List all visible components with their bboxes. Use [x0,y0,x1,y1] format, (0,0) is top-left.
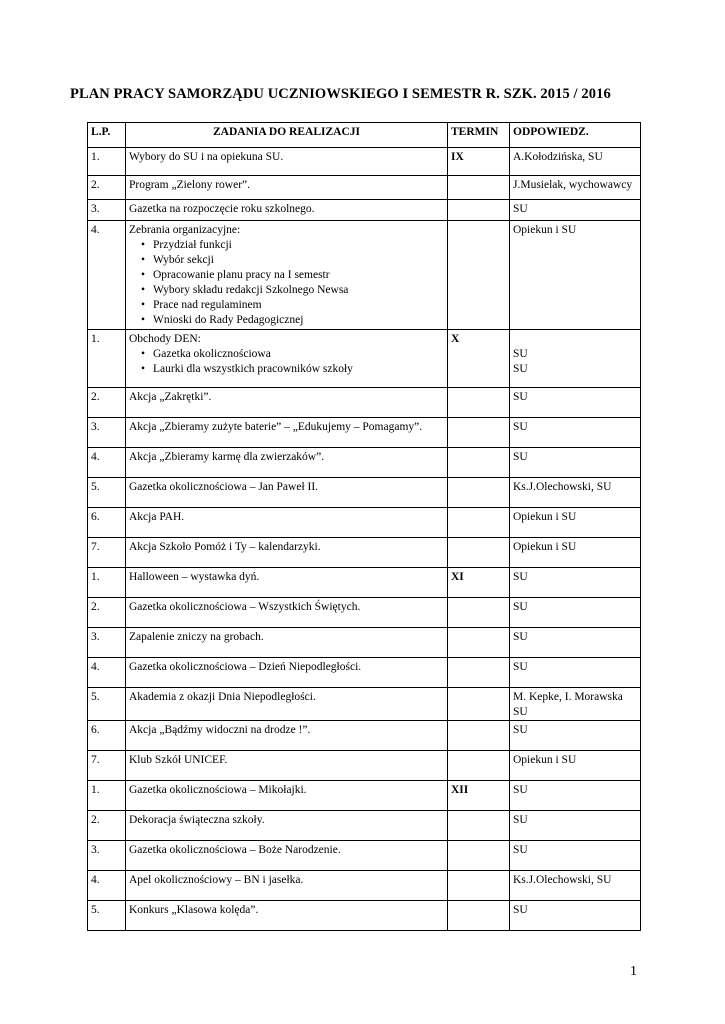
task-text: Akademia z okazji Dnia Niepodległości. [129,691,316,703]
cell-resp: M. Kepke, I. Morawska SU [510,688,641,721]
cell-task [126,781,448,811]
cell-term [448,388,510,418]
header-resp: ODPOWIEDZ. [510,123,641,148]
cell-task [126,871,448,901]
task-text: Gazetka okolicznościowa – Jan Paweł II. [129,481,319,493]
table-row [88,658,641,688]
cell-resp: Ks.J.Olechowski, SU [510,871,641,901]
cell-task [126,448,448,478]
cell-resp: Opiekun i SU [510,221,641,330]
table-row [88,568,641,598]
task-text: Wybory do SU i na opiekuna SU. [129,151,284,163]
cell-task [126,841,448,871]
cell-lp: 1. [88,148,126,176]
header-lp: L.P. [88,123,126,148]
cell-lp: 2. [88,598,126,628]
cell-resp: SU [510,598,641,628]
task-text: Akcja „Zbieramy zużyte baterie” – „Edukujemy – Pomagamy”. [129,421,423,433]
table-row [88,478,641,508]
task-text: Gazetka okolicznościowa – Boże Narodzenie. [129,844,341,856]
cell-task [126,598,448,628]
cell-task [126,176,448,200]
cell-task [126,148,448,176]
cell-resp: SU [510,448,641,478]
table-row [88,330,641,388]
cell-resp: SU [510,568,641,598]
table-row [88,811,641,841]
cell-resp: A.Kołodzińska, SU [510,148,641,176]
cell-task [126,388,448,418]
cell-term [448,221,510,330]
table-row [88,751,641,781]
cell-term: XI [448,568,510,598]
task-text: Gazetka na rozpoczęcie roku szkolnego. [129,203,315,215]
table-row [88,598,641,628]
cell-lp: 3. [88,418,126,448]
resp-line: SU [513,363,528,375]
cell-task [126,811,448,841]
cell-resp: SU [510,658,641,688]
task-subitem: • Laurki dla wszystkich pracowników szkoły [141,362,444,377]
table-row [88,418,641,448]
header-task: ZADANIA DO REALIZACJI [126,123,448,148]
cell-task [126,330,448,388]
cell-term [448,628,510,658]
task-text: Akcja PAH. [129,511,185,523]
table-row [88,688,641,721]
cell-resp: SU [510,388,641,418]
cell-lp: 1. [88,781,126,811]
cell-term [448,901,510,931]
table-row [88,871,641,901]
cell-lp: 2. [88,388,126,418]
task-text: Gazetka okolicznościowa – Wszystkich Świętych. [129,601,361,613]
cell-lp: 4. [88,221,126,330]
cell-lp: 3. [88,628,126,658]
page-number: 1 [630,964,637,979]
table-row [88,221,641,330]
cell-resp [510,330,641,388]
table-row [88,200,641,221]
task-text: Halloween – wystawka dyń. [129,571,260,583]
cell-term [448,448,510,478]
task-subitem: • Prace nad regulaminem [141,298,444,313]
task-text: Dekoracja świąteczna szkoły. [129,814,265,826]
cell-lp: 2. [88,176,126,200]
task-subitem: • Opracowanie planu pracy na I semestr [141,268,444,283]
task-text: Zebrania organizacyjne: [129,224,241,236]
document-title: PLAN PRACY SAMORZĄDU UCZNIOWSKIEGO I SEMESTR R. SZK. 2015 / 2016 [70,86,611,102]
cell-lp: 4. [88,658,126,688]
cell-term [448,598,510,628]
task-subitem: • Przydział funkcji [141,238,444,253]
cell-term [448,418,510,448]
task-subitem: • Wnioski do Rady Pedagogicznej [141,313,444,328]
task-text: Gazetka okolicznościowa – Dzień Niepodległości. [129,661,362,673]
cell-lp: 7. [88,751,126,781]
cell-term: XII [448,781,510,811]
task-sublist [129,347,444,377]
task-text: Akcja „Zakrętki”. [129,391,212,403]
cell-term [448,200,510,221]
task-subitem: • Wybór sekcji [141,253,444,268]
cell-resp: Opiekun i SU [510,751,641,781]
cell-lp: 5. [88,478,126,508]
task-text: Akcja Szkoło Pomóż i Ty – kalendarzyki. [129,541,321,553]
cell-term [448,176,510,200]
cell-resp: SU [510,628,641,658]
cell-task [126,221,448,330]
table-row [88,628,641,658]
cell-lp: 6. [88,508,126,538]
table-row [88,538,641,568]
task-subitem: • Wybory składu redakcji Szkolnego Newsa [141,283,444,298]
table-row [88,388,641,418]
cell-task [126,658,448,688]
cell-resp: J.Musielak, wychowawcy [510,176,641,200]
cell-task [126,538,448,568]
cell-task [126,418,448,448]
cell-task [126,568,448,598]
cell-resp: SU [510,200,641,221]
table-row [88,721,641,751]
table-row [88,448,641,478]
cell-task [126,721,448,751]
plan-table [87,122,641,931]
cell-resp: SU [510,781,641,811]
cell-resp: SU [510,901,641,931]
table-row [88,508,641,538]
cell-lp: 6. [88,721,126,751]
cell-lp: 2. [88,811,126,841]
cell-resp: SU [510,811,641,841]
cell-term [448,721,510,751]
cell-term [448,841,510,871]
table-row [88,901,641,931]
task-text: Program „Zielony rower”. [129,179,251,191]
cell-resp: Opiekun i SU [510,538,641,568]
cell-term [448,478,510,508]
task-text: Akcja „Bądźmy widoczni na drodze !”. [129,724,311,736]
table-body [88,148,641,931]
cell-term: X [448,330,510,388]
cell-resp: Opiekun i SU [510,508,641,538]
cell-term [448,658,510,688]
cell-task [126,478,448,508]
cell-term [448,508,510,538]
table-row [88,176,641,200]
table-row [88,841,641,871]
cell-lp: 4. [88,448,126,478]
cell-term [448,751,510,781]
task-text: Akcja „Zbieramy karmę dla zwierzaków”. [129,451,325,463]
table-row [88,781,641,811]
cell-lp: 1. [88,568,126,598]
table-header-row [88,123,641,148]
cell-term [448,871,510,901]
cell-resp: SU [510,418,641,448]
task-text: Gazetka okolicznościowa – Mikołajki. [129,784,307,796]
cell-term [448,811,510,841]
cell-term: IX [448,148,510,176]
cell-task [126,901,448,931]
task-sublist [129,238,444,328]
cell-lp: 1. [88,330,126,388]
cell-task [126,751,448,781]
cell-lp: 5. [88,688,126,721]
task-text: Klub Szkół UNICEF. [129,754,228,766]
task-text: Konkurs „Klasowa kolęda”. [129,904,259,916]
cell-task [126,628,448,658]
table-row [88,148,641,176]
cell-term [448,538,510,568]
resp-line: SU [513,348,528,360]
cell-lp: 5. [88,901,126,931]
task-subitem: • Gazetka okolicznościowa [141,347,444,362]
cell-lp: 3. [88,200,126,221]
cell-lp: 7. [88,538,126,568]
cell-resp: SU [510,841,641,871]
cell-task [126,508,448,538]
task-text: Apel okolicznościowy – BN i jasełka. [129,874,304,886]
cell-resp: SU [510,721,641,751]
cell-task [126,688,448,721]
cell-term [448,688,510,721]
header-term: TERMIN [448,123,510,148]
task-text: Zapalenie zniczy na grobach. [129,631,264,643]
cell-resp: Ks.J.Olechowski, SU [510,478,641,508]
cell-task [126,200,448,221]
task-text: Obchody DEN: [129,333,201,345]
cell-lp: 4. [88,871,126,901]
cell-lp: 3. [88,841,126,871]
